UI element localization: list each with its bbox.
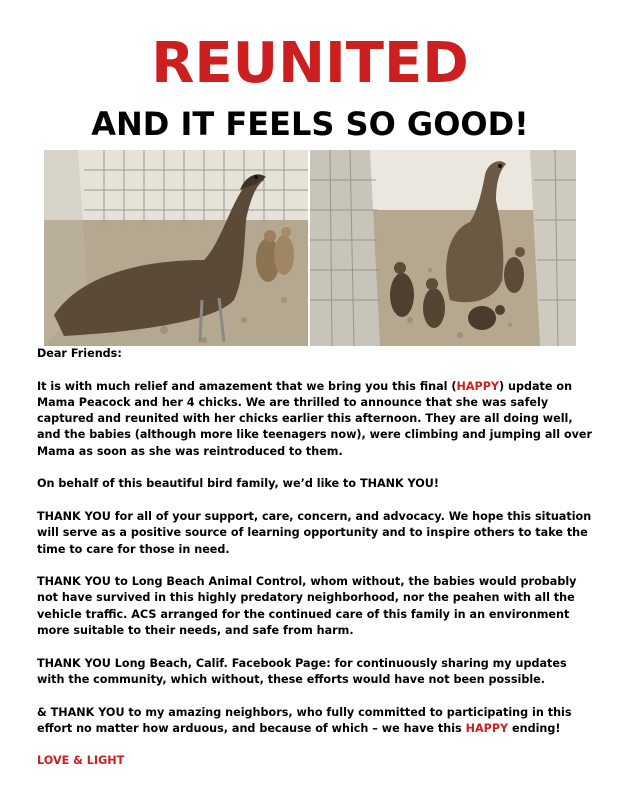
signoff: LOVE & LIGHT bbox=[37, 754, 125, 768]
letter-body bbox=[37, 346, 597, 786]
headline-subtitle: AND IT FEELS SO GOOD! bbox=[91, 105, 529, 143]
peahen-chicks-photo-icon bbox=[310, 150, 576, 346]
peahen-with-chicks-photo-left bbox=[44, 150, 308, 346]
paragraph-thanks-support: THANK YOU for all of your support, care, concern, and advocacy. We hope this situation will serve as a positive source of learning opportunity and to inspire others to take the time to care for those in need. bbox=[37, 509, 592, 556]
paragraph-update-start: It is with much relief and amazement that we bring you this final ( bbox=[37, 379, 457, 393]
happy-highlight: HAPPY bbox=[465, 721, 509, 735]
happy-highlight: HAPPY bbox=[456, 379, 500, 393]
paragraph-update bbox=[37, 379, 597, 460]
paragraph-update-end: ) update on Mama Peacock and her 4 chicks. We are thrilled to announce that she was safely captured and reunited with her chicks earlier this afternoon. They are all doing well, and the babies (although more like teenagers now), were climbing and jumping all over Mama as soon as she was reintroduced to them. bbox=[37, 379, 593, 458]
peahen-chicks-photo-icon bbox=[44, 150, 308, 346]
headline-title: REUNITED bbox=[151, 31, 469, 96]
paragraph-neighbors-end: ending! bbox=[508, 721, 561, 735]
paragraph-thanks-intro: On behalf of this beautiful bird family, we’d like to THANK YOU! bbox=[37, 477, 439, 491]
paragraph-thanks-neighbors bbox=[37, 705, 597, 738]
paragraph-thanks-animal-control: THANK YOU to Long Beach Animal Control, whom without, the babies would probably not have survived in this highly predatory neighborhood, nor the peahen with all the vehicle traffic. ACS arranged for the continued care of this family in an environment more suitable to their needs, and safe from harm. bbox=[37, 575, 577, 638]
peahen-with-chicks-photo-right bbox=[310, 150, 576, 346]
paragraph-neighbors-start: & THANK YOU to my amazing neighbors, who fully committed to participating in this effort no matter how arduous, and because of which – we have this bbox=[37, 705, 572, 735]
greeting: Dear Friends: bbox=[37, 347, 122, 360]
paragraph-thanks-facebook: THANK YOU Long Beach, Calif. Facebook Page: for continuously sharing my updates with the community, which without, these efforts would have not been possible. bbox=[37, 656, 567, 686]
photo-strip bbox=[44, 150, 576, 346]
